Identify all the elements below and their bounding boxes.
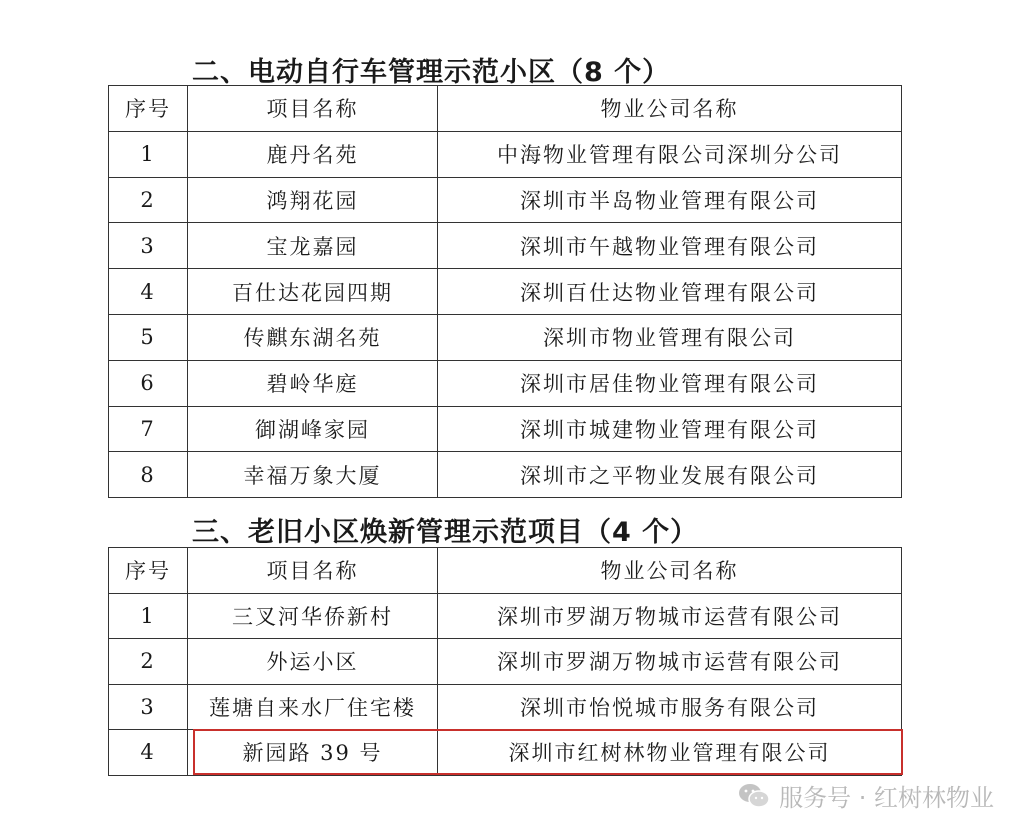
cell-project: 宝龙嘉园 [188, 223, 438, 269]
table-row [109, 730, 902, 776]
header-company-name: 物业公司名称 [438, 548, 902, 594]
cell-project: 碧岭华庭 [188, 360, 438, 406]
cell-index: 5 [109, 314, 188, 360]
cell-project: 三叉河华侨新村 [188, 593, 438, 639]
cell-index: 3 [109, 223, 188, 269]
table-row [109, 177, 902, 223]
cell-company: 深圳市红树林物业管理有限公司 [438, 730, 902, 776]
cell-index: 1 [109, 131, 188, 177]
cell-project: 鹿丹名苑 [188, 131, 438, 177]
cell-company: 深圳市物业管理有限公司 [438, 314, 902, 360]
cell-project: 传麒东湖名苑 [188, 314, 438, 360]
table-row [109, 269, 902, 315]
wechat-icon [737, 782, 771, 810]
table-header-row [109, 86, 902, 132]
cell-company: 中海物业管理有限公司深圳分公司 [438, 131, 902, 177]
table-header-row [109, 548, 902, 594]
section2-heading: 三、老旧小区焕新管理示范项目（4 个） [192, 517, 699, 548]
cell-index: 7 [109, 406, 188, 452]
cell-project: 鸿翔花园 [188, 177, 438, 223]
header-project-name: 项目名称 [188, 548, 438, 594]
header-index: 序号 [109, 548, 188, 594]
watermark [737, 778, 994, 813]
table-row [109, 314, 902, 360]
cell-index: 6 [109, 360, 188, 406]
header-company-name: 物业公司名称 [438, 86, 902, 132]
watermark-text: 服务号 · 红树林物业 [779, 784, 994, 812]
table-row [109, 593, 902, 639]
cell-project: 新园路 39 号 [188, 730, 438, 776]
cell-company: 深圳市半岛物业管理有限公司 [438, 177, 902, 223]
cell-company: 深圳市之平物业发展有限公司 [438, 452, 902, 498]
section1-heading: 二、电动自行车管理示范小区（8 个） [192, 57, 671, 88]
cell-company: 深圳百仕达物业管理有限公司 [438, 269, 902, 315]
cell-company: 深圳市罗湖万物城市运营有限公司 [438, 639, 902, 685]
cell-index: 1 [109, 593, 188, 639]
table-row [109, 223, 902, 269]
cell-company: 深圳市罗湖万物城市运营有限公司 [438, 593, 902, 639]
cell-company: 深圳市城建物业管理有限公司 [438, 406, 902, 452]
cell-index: 4 [109, 730, 188, 776]
cell-index: 2 [109, 639, 188, 685]
header-project-name: 项目名称 [188, 86, 438, 132]
header-index: 序号 [109, 86, 188, 132]
cell-company: 深圳市居佳物业管理有限公司 [438, 360, 902, 406]
cell-company: 深圳市午越物业管理有限公司 [438, 223, 902, 269]
table-row [109, 406, 902, 452]
cell-project: 幸福万象大厦 [188, 452, 438, 498]
cell-index: 8 [109, 452, 188, 498]
table-row [109, 131, 902, 177]
demo-community-table [108, 85, 902, 498]
table-row [109, 452, 902, 498]
table-row [109, 684, 902, 730]
table-row [109, 639, 902, 685]
cell-company: 深圳市怡悦城市服务有限公司 [438, 684, 902, 730]
renewal-project-table [108, 547, 902, 776]
cell-project: 百仕达花园四期 [188, 269, 438, 315]
cell-project: 莲塘自来水厂住宅楼 [188, 684, 438, 730]
cell-index: 3 [109, 684, 188, 730]
table-row [109, 360, 902, 406]
cell-project: 外运小区 [188, 639, 438, 685]
cell-project: 御湖峰家园 [188, 406, 438, 452]
cell-index: 2 [109, 177, 188, 223]
cell-index: 4 [109, 269, 188, 315]
